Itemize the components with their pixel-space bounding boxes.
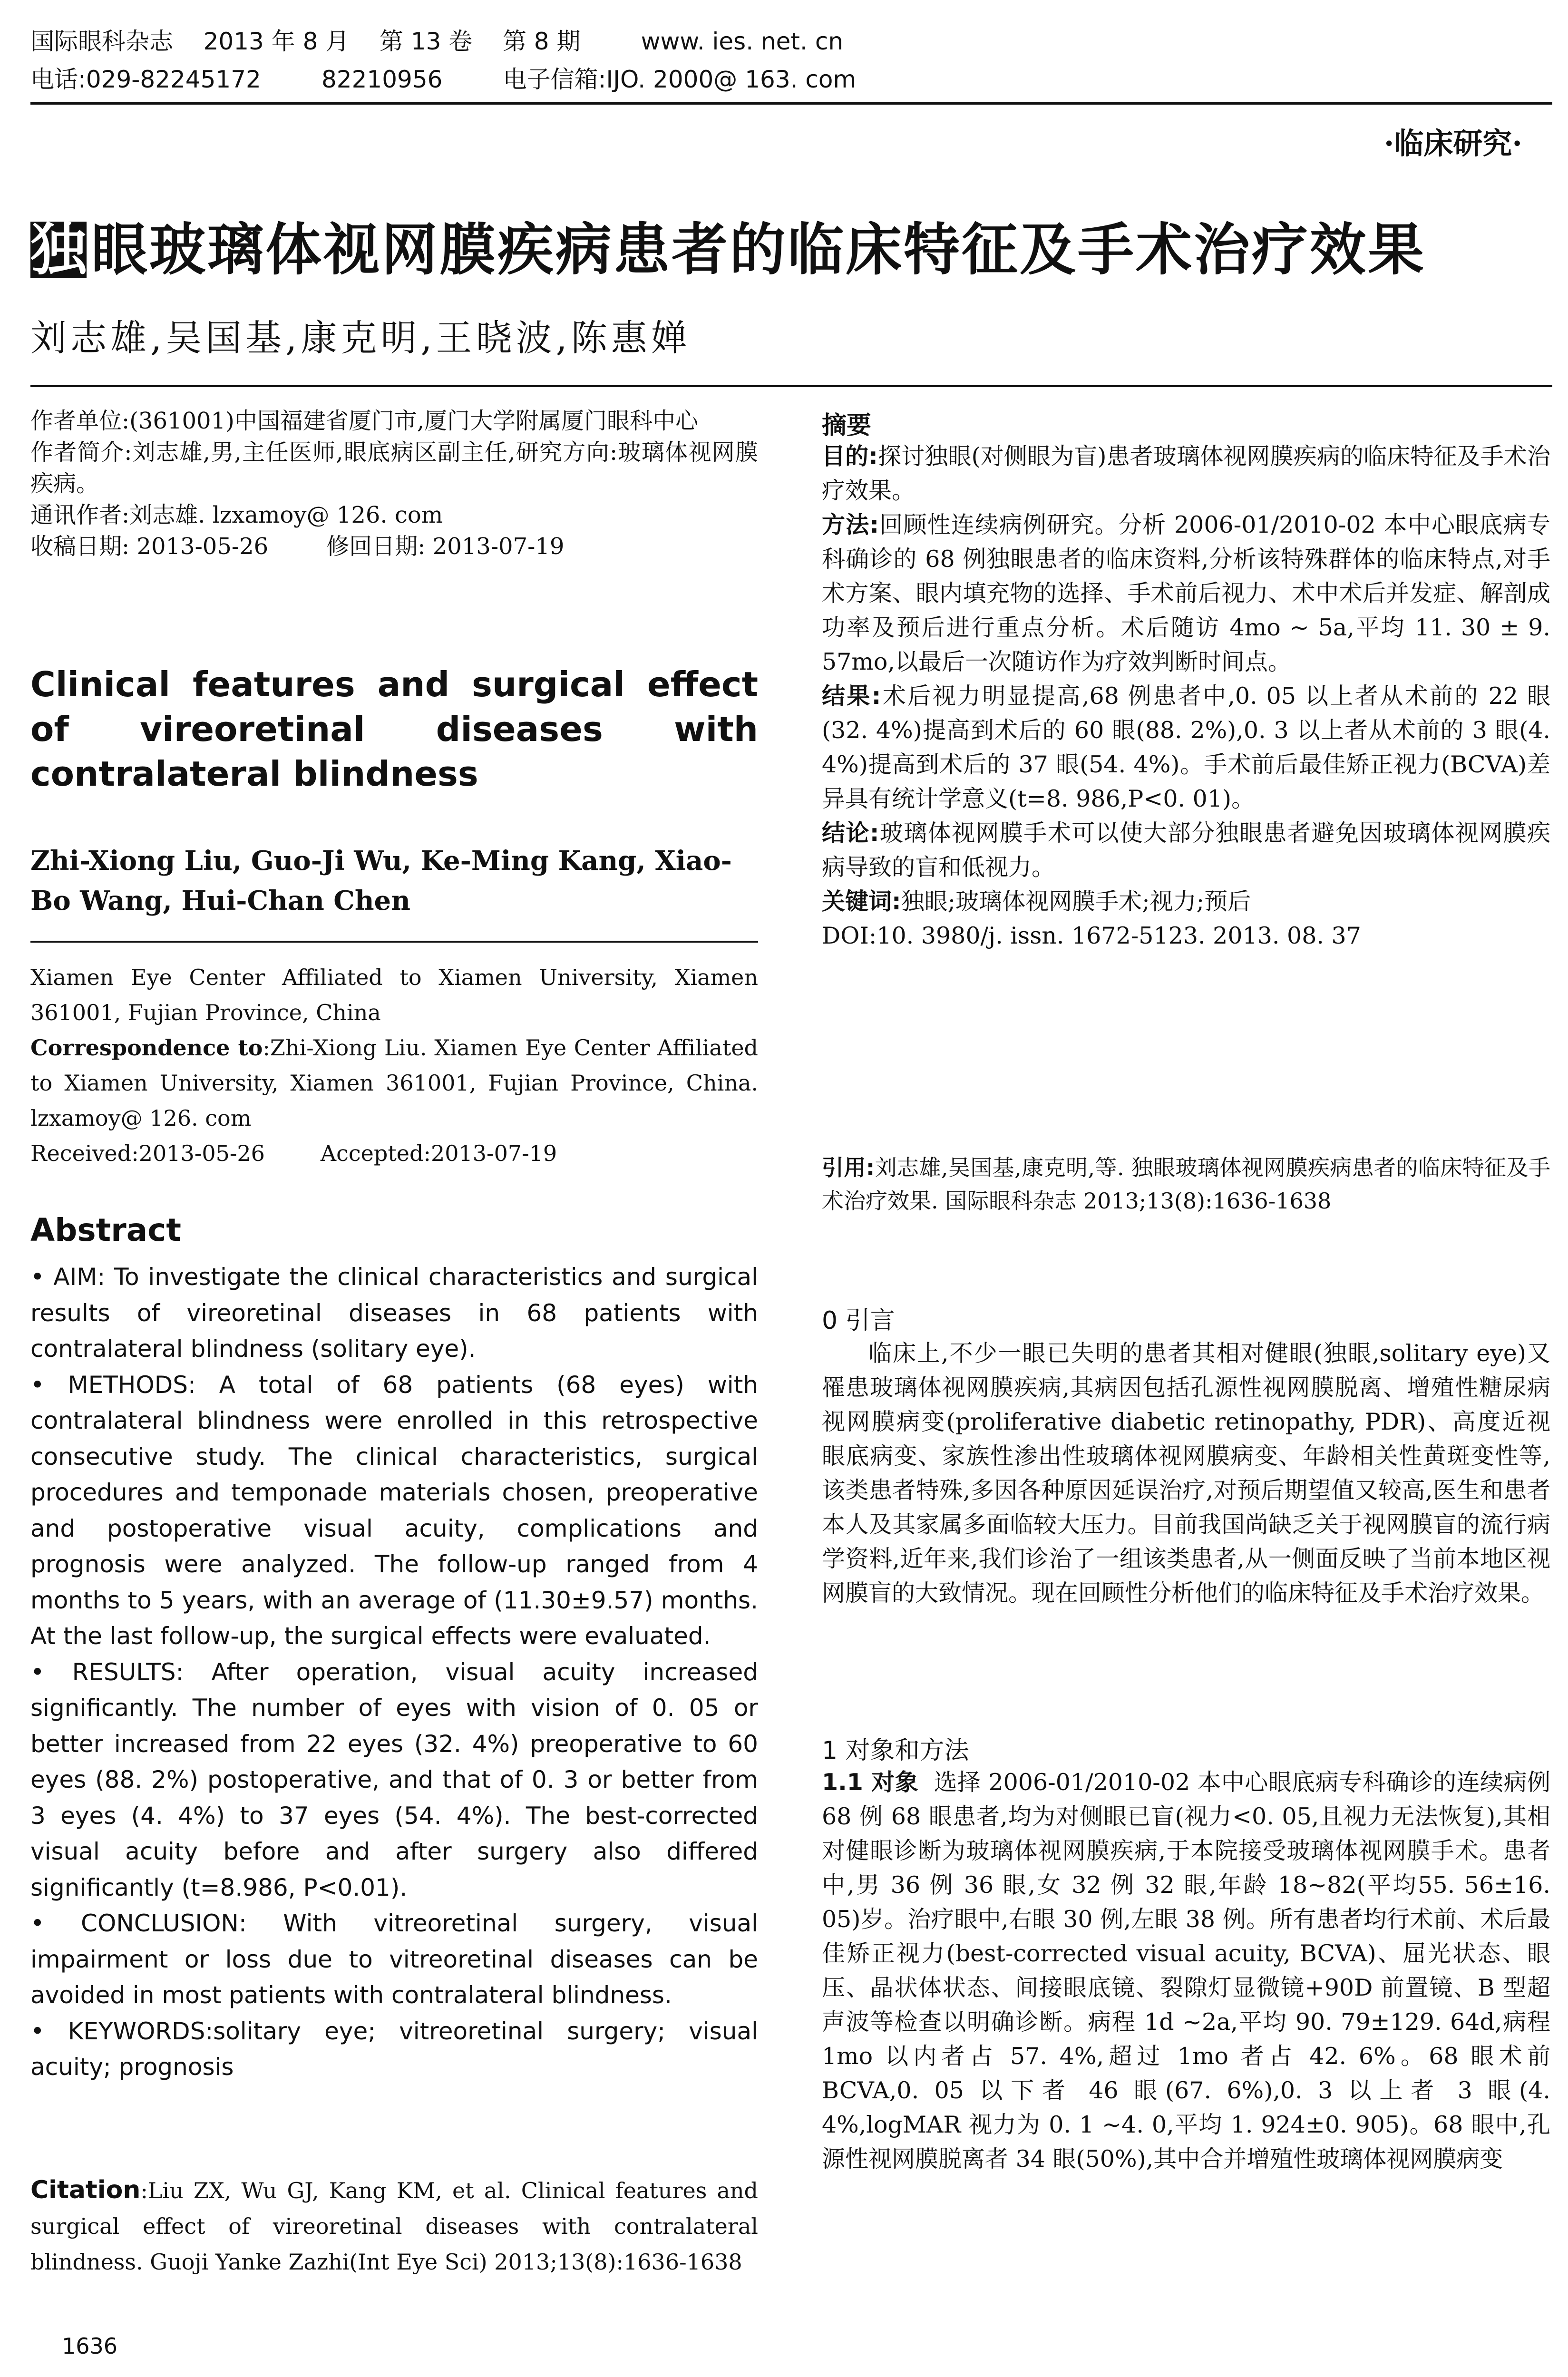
- page-title: [30, 205, 1426, 285]
- zh-keywords: [822, 885, 1550, 919]
- zh-citation-text: 刘志雄,吴国基,康克明,等. 独眼玻璃体视网膜疾病患者的临床特征及手术治疗效果. 国际眼科杂志 2013;13(8):1636-1638: [822, 1155, 1550, 1214]
- zh-objective-text: 探讨独眼(对侧眼为盲)患者玻璃体视网膜疾病的临床特征及手术治疗效果。: [822, 443, 1550, 504]
- zh-method-label: 方法:: [822, 511, 879, 538]
- zh-keywords-label: 关键词:: [822, 888, 901, 915]
- affiliation: Xiamen Eye Center Affiliated to Xiamen University, Xiamen 361001, Fujian Province, China: [30, 964, 758, 1025]
- abstract-conclusion: • CONCLUSION: With vitreoretinal surgery, visual impairment or loss due to vitreoretinal diseases can be avoided in most patients with contralateral blindness.: [30, 1909, 758, 2009]
- abstract-heading: Abstract: [30, 1212, 181, 1248]
- english-citation: [30, 2172, 758, 2280]
- title-rule: [30, 385, 1552, 387]
- title-rest: 眼玻璃体视网膜疾病患者的临床特征及手术治疗效果: [91, 217, 1426, 283]
- correspondence: [30, 1030, 758, 1136]
- page-number: 1636: [62, 2333, 118, 2359]
- citation-text: :Liu ZX, Wu GJ, Kang KM, et al. Clinical features and surgical effect of vireoretinal diseases with contralateral blindness. Guoji Yanke Zazhi(Int Eye Sci) 2013;13(8):1636-1638: [30, 2178, 758, 2275]
- zh-result-label: 结果:: [822, 682, 881, 710]
- author-unit: 作者单位:(361001)中国福建省厦门市,厦门大学附属厦门眼科中心: [30, 408, 699, 434]
- contact-info-line: 电话:029-82245172 82210956 电子信箱:IJO. 2000@ 163. com: [30, 66, 857, 93]
- intro-block: [822, 1336, 1550, 1610]
- authors-line: 刘志雄,吴国基,康克明,王晓波,陈惠婵: [30, 317, 691, 359]
- zh-objective: [822, 439, 1550, 508]
- zh-result: [822, 679, 1550, 816]
- title-first-char: 独: [30, 217, 89, 283]
- english-title: Clinical features and surgical effect of vireoretinal diseases with contralateral blindness: [30, 664, 758, 794]
- author-info-block: [30, 405, 758, 562]
- zh-conclusion-label: 结论:: [822, 819, 879, 847]
- correspondence-label: Correspondence to: [30, 1035, 263, 1061]
- methods-heading: 1 对象和方法: [822, 1736, 969, 1765]
- correspondence-text: :Zhi-Xiong Liu. Xiamen Eye Center Affiliated to Xiamen University, Xiamen 361001, Fujian Province, China. lzxamoy@ 126. com: [30, 1035, 758, 1131]
- zh-objective-label: 目的:: [822, 443, 878, 470]
- zh-citation-block: [822, 1151, 1550, 1218]
- intro-paragraph: 临床上,不少一眼已失明的患者其相对健眼(独眼,solitary eye)又罹患玻璃体视网膜疾病,其病因包括孔源性视网膜脱离、增殖性糖尿病视网膜病变(proliferative diabetic retinopathy, PDR)、高度近视眼底病变、家族性渗出性玻璃体视网膜病变、年龄相关性黄斑变性等,该类患者特殊,多因各种原因延误治疗,对预后期望值又较高,医生和患者本人及其家属多面临较大压力。目前我国尚缺乏关于视网膜盲的流行病学资料,近年来,我们诊治了一组该类患者,从一侧面反映了当前本地区视网膜盲的大致情况。现在回顾性分析他们的临床特征及手术治疗效果。: [822, 1340, 1550, 1607]
- english-authors: Zhi-Xiong Liu, Guo-Ji Wu, Ke-Ming Kang, Xiao-Bo Wang, Hui-Chan Chen: [30, 845, 732, 916]
- received-dates: 收稿日期: 2013-05-26 修回日期: 2013-07-19: [30, 533, 565, 560]
- journal-info-line: 国际眼科杂志 2013 年 8 月 第 13 卷 第 8 期 www. ies. net. cn: [30, 28, 844, 55]
- subjects-text: 选择 2006-01/2010-02 本中心眼底病专科确诊的连续病例 68 例 68 眼患者,均为对侧眼已盲(视力<0. 05,且视力无法恢复),其相对健眼诊断为玻璃体视网膜疾病,于本院接受玻璃体视网膜手术。患者中,男 36 例 36 眼,女 32 例 32 眼,年龄 18~82(平均55. 56±16. 05)岁。治疗眼中,右眼 30 例,左眼 38 例。所有患者均行术前、术后最佳矫正视力(best-corrected visual acuity, BCVA)、屈光状态、眼压、晶状体状态、间接眼底镜、裂隙灯显微镜+90D 前置镜、B 型超声波等检查以明确诊断。病程 1d ~2a,平均 90. 79±129. 64d,病程 1mo 以内者占 57. 4%,超过 1mo 者占 42. 6%。68 眼术前 BCVA,0. 05 以下者 46 眼(67. 6%),0. 3 以上者 3 眼(4. 4%,logMAR 视力为 0. 1 ~4. 0,平均 1. 924±0. 905)。68 眼中,孔源性视网膜脱离者 34 眼(50%),其中合并增殖性玻璃体视网膜病变: [822, 1769, 1550, 2172]
- abstract-keywords: • KEYWORDS:solitary eye; vitreoretinal surgery; visual acuity; prognosis: [30, 2017, 758, 2081]
- zh-method: [822, 508, 1550, 679]
- abstract-aim: • AIM: To investigate the clinical characteristics and surgical results of vireoretinal diseases in 68 patients with contralateral blindness (solitary eye).: [30, 1263, 758, 1363]
- citation-label: Citation: [30, 2176, 141, 2204]
- header-rule: [30, 102, 1552, 105]
- zh-citation-label: 引用:: [822, 1155, 875, 1180]
- chinese-abstract-heading: 摘要: [822, 411, 872, 440]
- subjects-block: [822, 1765, 1550, 2176]
- zh-keywords-text: 独眼;玻璃体视网膜手术;视力;预后: [901, 888, 1251, 915]
- zh-doi: DOI:10. 3980/j. issn. 1672-5123. 2013. 08. 37: [822, 922, 1361, 949]
- subjects-label: 1.1 对象: [822, 1769, 919, 1796]
- chinese-abstract: [822, 439, 1550, 953]
- zh-result-text: 术后视力明显提高,68 例患者中,0. 05 以上者从术前的 22 眼(32. 4%)提高到术后的 60 眼(88. 2%),0. 3 以上者从术前的 3 眼(4. 4%)提高到术后的 37 眼(54. 4%)。手术前后最佳矫正视力(BCVA)差异具有统计学意义(t=8. 986,P<0. 01)。: [822, 682, 1550, 812]
- zh-conclusion: [822, 816, 1550, 885]
- zh-citation: [822, 1151, 1550, 1218]
- zh-conclusion-text: 玻璃体视网膜手术可以使大部分独眼患者避免因玻璃体视网膜疾病导致的盲和低视力。: [822, 819, 1550, 881]
- authors-rule: [30, 941, 758, 943]
- affiliation-block: [30, 960, 758, 1171]
- subjects-paragraph: [822, 1765, 1550, 2176]
- abstract-methods: • METHODS: A total of 68 patients (68 eyes) with contralateral blindness were enrolled in this retrospective consecutive study. The clinical characteristics, surgical procedures and temponade materials chosen, preoperative and postoperative visual acuity, complications and prognosis were analyzed. The follow-up ranged from 4 months to 5 years, with an average of (11.30±9.57) months. At the last follow-up, the surgical effects were evaluated.: [30, 1371, 758, 1650]
- zh-method-text: 回顾性连续病例研究。分析 2006-01/2010-02 本中心眼底病专科确诊的 68 例独眼患者的临床资料,分析该特殊群体的临床特点,对手术方案、眼内填充物的选择、手术前后视力、术中术后并发症、解剖成功率及预后进行重点分析。术后随访 4mo ~ 5a,平均 11. 30 ± 9. 57mo,以最后一次随访作为疗效判断时间点。: [822, 511, 1550, 675]
- english-abstract: [30, 1259, 758, 2085]
- corresponding-author: 通讯作者:刘志雄. lzxamoy@ 126. com: [30, 502, 443, 528]
- intro-heading: 0 引言: [822, 1306, 895, 1335]
- section-tag: ·临床研究·: [1383, 126, 1522, 161]
- abstract-results: • RESULTS: After operation, visual acuity increased significantly. The number of eyes with vision of 0. 05 or better increased from 22 eyes (32. 4%) preoperative to 60 eyes (88. 2%) postoperative, and that of 0. 3 or better from 3 eyes (4. 4%) to 37 eyes (54. 4%). The best-corrected visual acuity before and after surgery also differed significantly (t=8.986, P<0.01).: [30, 1658, 758, 1901]
- received-accepted: Received:2013-05-26 Accepted:2013-07-19: [30, 1140, 557, 1166]
- author-intro: 作者简介:刘志雄,男,主任医师,眼底病区副主任,研究方向:玻璃体视网膜疾病。: [30, 439, 758, 497]
